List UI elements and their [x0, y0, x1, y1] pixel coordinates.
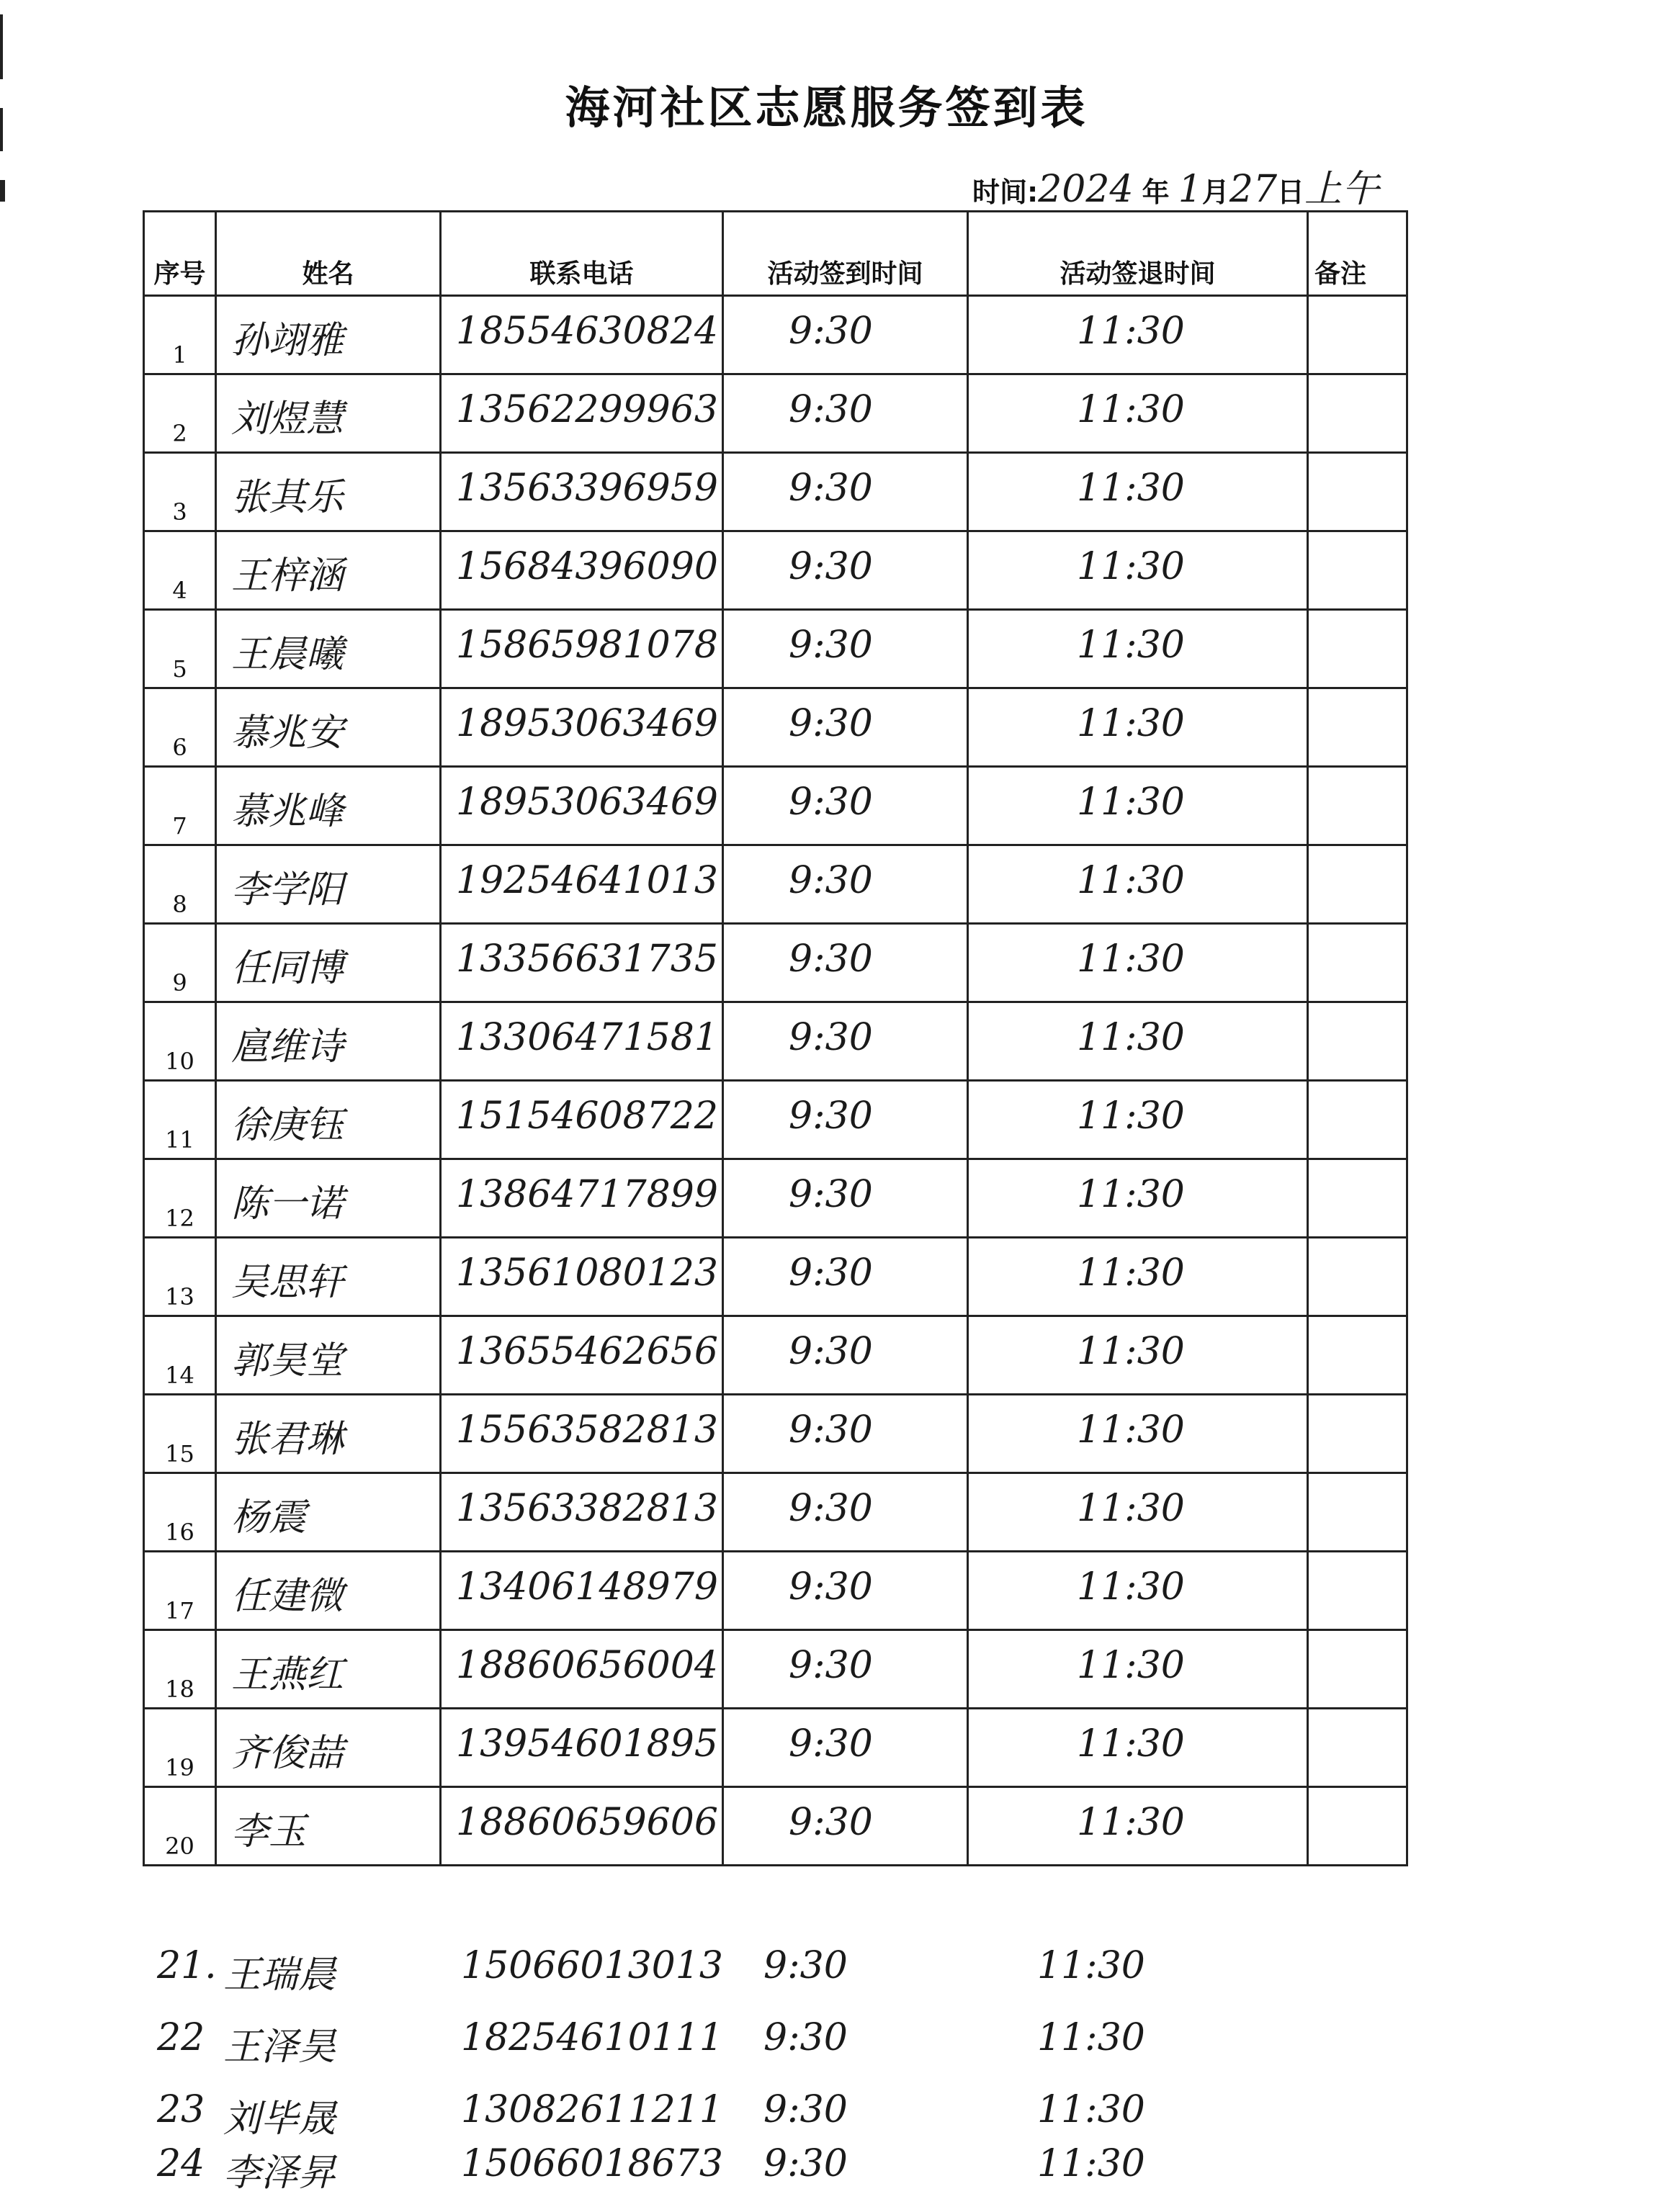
row-signin-time: 9:30 — [789, 1408, 873, 1452]
phone-cell — [441, 845, 723, 924]
seq-cell — [144, 1630, 216, 1709]
seq-cell — [144, 1709, 216, 1787]
table-row — [144, 1473, 1407, 1552]
table-row — [144, 1709, 1407, 1787]
row-signin-time: 9:30 — [789, 702, 873, 745]
signout-cell — [968, 1552, 1308, 1630]
phone-cell — [441, 1002, 723, 1081]
row-seq: 10 — [165, 1048, 194, 1075]
table-row — [144, 1002, 1407, 1081]
phone-cell — [441, 1552, 723, 1630]
seq-cell — [144, 1081, 216, 1159]
phone-cell — [441, 1709, 723, 1787]
extra-name: 王瑞晨 — [223, 1954, 336, 1997]
remark-cell — [1308, 924, 1407, 1002]
row-phone: 13561080123 — [456, 1251, 718, 1295]
row-name: 郭昊堂 — [231, 1339, 344, 1382]
row-signout-time: 11:30 — [1077, 1565, 1185, 1609]
row-phone: 13864717899 — [456, 1173, 718, 1216]
row-phone: 13562299963 — [456, 388, 718, 431]
name-cell — [216, 453, 441, 531]
name-cell — [216, 1709, 441, 1787]
row-name: 慕兆峰 — [231, 790, 344, 833]
signout-cell — [968, 1081, 1308, 1159]
row-signout-time: 11:30 — [1077, 1251, 1185, 1295]
remark-cell — [1308, 845, 1407, 924]
row-signout-time: 11:30 — [1077, 781, 1185, 824]
row-signin-time: 9:30 — [789, 1251, 873, 1295]
signout-cell — [968, 688, 1308, 767]
remark-cell — [1308, 453, 1407, 531]
table-row — [144, 1316, 1407, 1395]
signout-cell — [968, 610, 1308, 688]
seq-cell — [144, 1473, 216, 1552]
row-name: 王晨曦 — [231, 633, 344, 676]
name-cell — [216, 610, 441, 688]
signin-cell — [723, 1630, 968, 1709]
remark-cell — [1308, 374, 1407, 453]
row-seq: 18 — [165, 1676, 194, 1703]
row-signin-time: 9:30 — [789, 1487, 873, 1530]
phone-cell — [441, 1473, 723, 1552]
remark-cell — [1308, 1238, 1407, 1316]
signin-cell — [723, 1238, 968, 1316]
table-row — [144, 1630, 1407, 1709]
remark-cell — [1308, 1316, 1407, 1395]
seq-cell — [144, 1159, 216, 1238]
table-row — [144, 610, 1407, 688]
row-name: 徐庚钰 — [231, 1104, 344, 1147]
phone-cell — [441, 1159, 723, 1238]
row-signin-time: 9:30 — [789, 310, 873, 353]
table-row — [144, 531, 1407, 610]
seq-cell — [144, 531, 216, 610]
row-signout-time: 11:30 — [1077, 1408, 1185, 1452]
signout-cell — [968, 845, 1308, 924]
row-phone: 13563396959 — [456, 467, 718, 510]
table-header-row — [144, 212, 1407, 296]
row-name: 任同博 — [231, 947, 344, 990]
signout-cell — [968, 1709, 1308, 1787]
page-title: 海河社区志愿服务签到表 — [565, 81, 1088, 134]
name-cell — [216, 1473, 441, 1552]
date-year-unit: 年 — [1142, 176, 1170, 208]
table-row — [144, 1787, 1407, 1866]
phone-cell — [441, 1395, 723, 1473]
header-signin-time: 活动签到时间 — [723, 212, 968, 296]
row-signin-time: 9:30 — [789, 1330, 873, 1373]
extra-name: 李泽昇 — [223, 2152, 336, 2195]
remark-cell — [1308, 1630, 1407, 1709]
table-row — [144, 1238, 1407, 1316]
signin-cell — [723, 924, 968, 1002]
row-signin-time: 9:30 — [789, 1173, 873, 1216]
name-cell — [216, 1081, 441, 1159]
row-seq: 7 — [172, 812, 187, 840]
row-phone: 18953063469 — [456, 781, 718, 824]
name-cell — [216, 296, 441, 374]
signout-cell — [968, 1395, 1308, 1473]
header-name: 姓名 — [216, 212, 441, 296]
row-signin-time: 9:30 — [789, 1722, 873, 1766]
header-seq: 序号 — [144, 212, 216, 296]
signin-cell — [723, 688, 968, 767]
row-signin-time: 9:30 — [789, 1094, 873, 1138]
row-phone: 18860659606 — [456, 1801, 718, 1844]
signin-cell — [723, 610, 968, 688]
row-signout-time: 11:30 — [1077, 1722, 1185, 1766]
seq-cell — [144, 924, 216, 1002]
signin-cell — [723, 845, 968, 924]
extra-signout-time: 11:30 — [1037, 1944, 1145, 1987]
extra-seq: 21. — [157, 1944, 217, 1987]
row-signout-time: 11:30 — [1077, 624, 1185, 667]
signout-cell — [968, 453, 1308, 531]
name-cell — [216, 845, 441, 924]
extra-name: 刘毕晟 — [223, 2098, 336, 2141]
row-phone: 13406148979 — [456, 1565, 718, 1609]
row-signout-time: 11:30 — [1077, 545, 1185, 588]
seq-cell — [144, 1002, 216, 1081]
row-seq: 12 — [165, 1205, 194, 1232]
row-seq: 20 — [165, 1833, 194, 1860]
row-seq: 17 — [165, 1597, 194, 1624]
table-row — [144, 924, 1407, 1002]
remark-cell — [1308, 1552, 1407, 1630]
extra-seq: 24 — [157, 2142, 205, 2185]
row-signout-time: 11:30 — [1077, 859, 1185, 902]
date-month: 1 — [1178, 168, 1202, 211]
row-signin-time: 9:30 — [789, 938, 873, 981]
row-name: 李学阳 — [231, 868, 344, 912]
signin-cell — [723, 1159, 968, 1238]
row-name: 刘煜慧 — [231, 397, 344, 441]
seq-cell — [144, 453, 216, 531]
remark-cell — [1308, 296, 1407, 374]
extra-phone: 13082611211 — [461, 2088, 723, 2131]
row-phone: 13655462656 — [456, 1330, 718, 1373]
row-phone: 19254641013 — [456, 859, 718, 902]
name-cell — [216, 767, 441, 845]
row-name: 李玉 — [231, 1810, 307, 1853]
row-phone: 13954601895 — [456, 1722, 718, 1766]
date-period: 上午 — [1304, 168, 1380, 211]
name-cell — [216, 924, 441, 1002]
signout-cell — [968, 296, 1308, 374]
row-signout-time: 11:30 — [1077, 1487, 1185, 1530]
row-signout-time: 11:30 — [1077, 702, 1185, 745]
row-seq: 16 — [165, 1519, 194, 1546]
date-day-unit: 日 — [1277, 176, 1305, 208]
extra-phone: 18254610111 — [461, 2016, 723, 2059]
row-phone: 13356631735 — [456, 938, 718, 981]
seq-cell — [144, 1395, 216, 1473]
row-seq: 2 — [172, 420, 187, 447]
row-name: 王梓涵 — [231, 554, 344, 598]
extra-name: 王泽昊 — [223, 2026, 336, 2069]
extra-signin-time: 9:30 — [763, 2088, 848, 2131]
row-seq: 1 — [172, 341, 187, 369]
signin-cell — [723, 1552, 968, 1630]
signout-cell — [968, 1238, 1308, 1316]
signin-cell — [723, 1395, 968, 1473]
row-name: 慕兆安 — [231, 711, 344, 755]
table-body — [144, 296, 1407, 1866]
list-item — [0, 2016, 1653, 2081]
remark-cell — [1308, 610, 1407, 688]
seq-cell — [144, 1238, 216, 1316]
remark-cell — [1308, 1473, 1407, 1552]
seq-cell — [144, 1316, 216, 1395]
signin-cell — [723, 1473, 968, 1552]
table-row — [144, 1081, 1407, 1159]
remark-cell — [1308, 531, 1407, 610]
date-label: 时间: — [972, 176, 1039, 208]
row-seq: 8 — [172, 891, 187, 918]
row-signin-time: 9:30 — [789, 859, 873, 902]
row-phone: 18860656004 — [456, 1644, 718, 1687]
row-name: 任建微 — [231, 1575, 344, 1618]
phone-cell — [441, 296, 723, 374]
table-row — [144, 1395, 1407, 1473]
name-cell — [216, 688, 441, 767]
signout-cell — [968, 1630, 1308, 1709]
table-row — [144, 453, 1407, 531]
row-phone: 15563582813 — [456, 1408, 718, 1452]
name-cell — [216, 531, 441, 610]
remark-cell — [1308, 1002, 1407, 1081]
row-signin-time: 9:30 — [789, 1016, 873, 1059]
seq-cell — [144, 767, 216, 845]
phone-cell — [441, 610, 723, 688]
phone-cell — [441, 453, 723, 531]
extra-phone: 15066013013 — [461, 1944, 723, 1987]
date-year: 2024 — [1038, 168, 1134, 211]
signout-cell — [968, 1473, 1308, 1552]
table-row — [144, 374, 1407, 453]
signin-cell — [723, 1081, 968, 1159]
row-signin-time: 9:30 — [789, 624, 873, 667]
row-seq: 14 — [165, 1362, 194, 1389]
phone-cell — [441, 374, 723, 453]
phone-cell — [441, 1630, 723, 1709]
signin-cell — [723, 1316, 968, 1395]
row-signin-time: 9:30 — [789, 545, 873, 588]
row-signin-time: 9:30 — [789, 467, 873, 510]
row-seq: 5 — [172, 655, 187, 683]
list-item — [0, 2142, 1653, 2207]
signin-cell — [723, 296, 968, 374]
signin-table — [143, 210, 1408, 1866]
name-cell — [216, 1316, 441, 1395]
row-name: 吴思轩 — [231, 1261, 344, 1304]
remark-cell — [1308, 1395, 1407, 1473]
name-cell — [216, 1238, 441, 1316]
name-cell — [216, 1552, 441, 1630]
table-row — [144, 1159, 1407, 1238]
signout-cell — [968, 1316, 1308, 1395]
signin-cell — [723, 453, 968, 531]
row-seq: 3 — [172, 498, 187, 526]
row-signin-time: 9:30 — [789, 1644, 873, 1687]
row-signout-time: 11:30 — [1077, 1173, 1185, 1216]
date-line — [972, 158, 1379, 212]
row-signout-time: 11:30 — [1077, 1094, 1185, 1138]
seq-cell — [144, 1787, 216, 1866]
name-cell — [216, 1787, 441, 1866]
signin-cell — [723, 767, 968, 845]
row-name: 陈一诺 — [231, 1182, 344, 1226]
phone-cell — [441, 531, 723, 610]
row-name: 扈维诗 — [231, 1025, 344, 1069]
extra-seq: 23 — [157, 2088, 205, 2131]
row-phone: 15865981078 — [456, 624, 718, 667]
date-month-unit: 月 — [1201, 176, 1229, 208]
row-phone: 13306471581 — [456, 1016, 718, 1059]
signin-cell — [723, 1709, 968, 1787]
row-name: 杨震 — [231, 1496, 307, 1539]
row-seq: 15 — [165, 1440, 194, 1467]
row-name: 王燕红 — [231, 1653, 344, 1696]
row-signout-time: 11:30 — [1077, 1016, 1185, 1059]
phone-cell — [441, 1787, 723, 1866]
extra-signin-time: 9:30 — [763, 2142, 848, 2185]
row-seq: 19 — [165, 1754, 194, 1781]
signout-cell — [968, 531, 1308, 610]
name-cell — [216, 1630, 441, 1709]
row-signout-time: 11:30 — [1077, 1644, 1185, 1687]
signin-cell — [723, 531, 968, 610]
binding-mark — [0, 180, 5, 202]
header-remark: 备注 — [1308, 212, 1407, 296]
row-signin-time: 9:30 — [789, 388, 873, 431]
table-row — [144, 845, 1407, 924]
row-phone: 13563382813 — [456, 1487, 718, 1530]
signout-cell — [968, 1002, 1308, 1081]
row-name: 孙翊雅 — [231, 319, 344, 362]
name-cell — [216, 1395, 441, 1473]
row-seq: 11 — [165, 1126, 194, 1154]
extra-signout-time: 11:30 — [1037, 2016, 1145, 2059]
seq-cell — [144, 374, 216, 453]
row-seq: 13 — [165, 1283, 194, 1310]
row-seq: 9 — [172, 969, 187, 997]
phone-cell — [441, 767, 723, 845]
row-signin-time: 9:30 — [789, 1565, 873, 1609]
seq-cell — [144, 1552, 216, 1630]
name-cell — [216, 1002, 441, 1081]
row-signout-time: 11:30 — [1077, 467, 1185, 510]
row-seq: 6 — [172, 734, 187, 761]
remark-cell — [1308, 1081, 1407, 1159]
extra-seq: 22 — [157, 2016, 205, 2059]
remark-cell — [1308, 1159, 1407, 1238]
table-row — [144, 1552, 1407, 1630]
phone-cell — [441, 1316, 723, 1395]
row-phone: 15154608722 — [456, 1094, 718, 1138]
row-signout-time: 11:30 — [1077, 310, 1185, 353]
remark-cell — [1308, 1709, 1407, 1787]
row-signout-time: 11:30 — [1077, 1330, 1185, 1373]
row-name: 张君琳 — [231, 1418, 344, 1461]
table-row — [144, 296, 1407, 374]
signout-cell — [968, 374, 1308, 453]
row-name: 张其乐 — [231, 476, 344, 519]
extra-phone: 15066018673 — [461, 2142, 723, 2185]
signin-cell — [723, 374, 968, 453]
extra-signout-time: 11:30 — [1037, 2088, 1145, 2131]
signout-cell — [968, 1159, 1308, 1238]
row-phone: 15684396090 — [456, 545, 718, 588]
row-seq: 4 — [172, 577, 187, 604]
name-cell — [216, 374, 441, 453]
table-row — [144, 688, 1407, 767]
signout-cell — [968, 1787, 1308, 1866]
binding-mark — [0, 14, 3, 79]
signin-cell — [723, 1787, 968, 1866]
extra-signin-time: 9:30 — [763, 1944, 848, 1987]
phone-cell — [441, 1081, 723, 1159]
signout-cell — [968, 767, 1308, 845]
signout-cell — [968, 924, 1308, 1002]
remark-cell — [1308, 688, 1407, 767]
header-signout-time: 活动签退时间 — [968, 212, 1308, 296]
date-day: 27 — [1229, 168, 1278, 211]
phone-cell — [441, 688, 723, 767]
row-signout-time: 11:30 — [1077, 388, 1185, 431]
row-signout-time: 11:30 — [1077, 938, 1185, 981]
table-row — [144, 767, 1407, 845]
signin-cell — [723, 1002, 968, 1081]
phone-cell — [441, 1238, 723, 1316]
row-phone: 18554630824 — [456, 310, 718, 353]
header-phone: 联系电话 — [441, 212, 723, 296]
row-name: 齐俊喆 — [231, 1732, 344, 1775]
extra-signin-time: 9:30 — [763, 2016, 848, 2059]
seq-cell — [144, 688, 216, 767]
row-signout-time: 11:30 — [1077, 1801, 1185, 1844]
phone-cell — [441, 924, 723, 1002]
row-phone: 18953063469 — [456, 702, 718, 745]
row-signin-time: 9:30 — [789, 781, 873, 824]
remark-cell — [1308, 767, 1407, 845]
row-signin-time: 9:30 — [789, 1801, 873, 1844]
remark-cell — [1308, 1787, 1407, 1866]
name-cell — [216, 1159, 441, 1238]
seq-cell — [144, 845, 216, 924]
seq-cell — [144, 296, 216, 374]
seq-cell — [144, 610, 216, 688]
list-item — [0, 1944, 1653, 2009]
extra-signout-time: 11:30 — [1037, 2142, 1145, 2185]
